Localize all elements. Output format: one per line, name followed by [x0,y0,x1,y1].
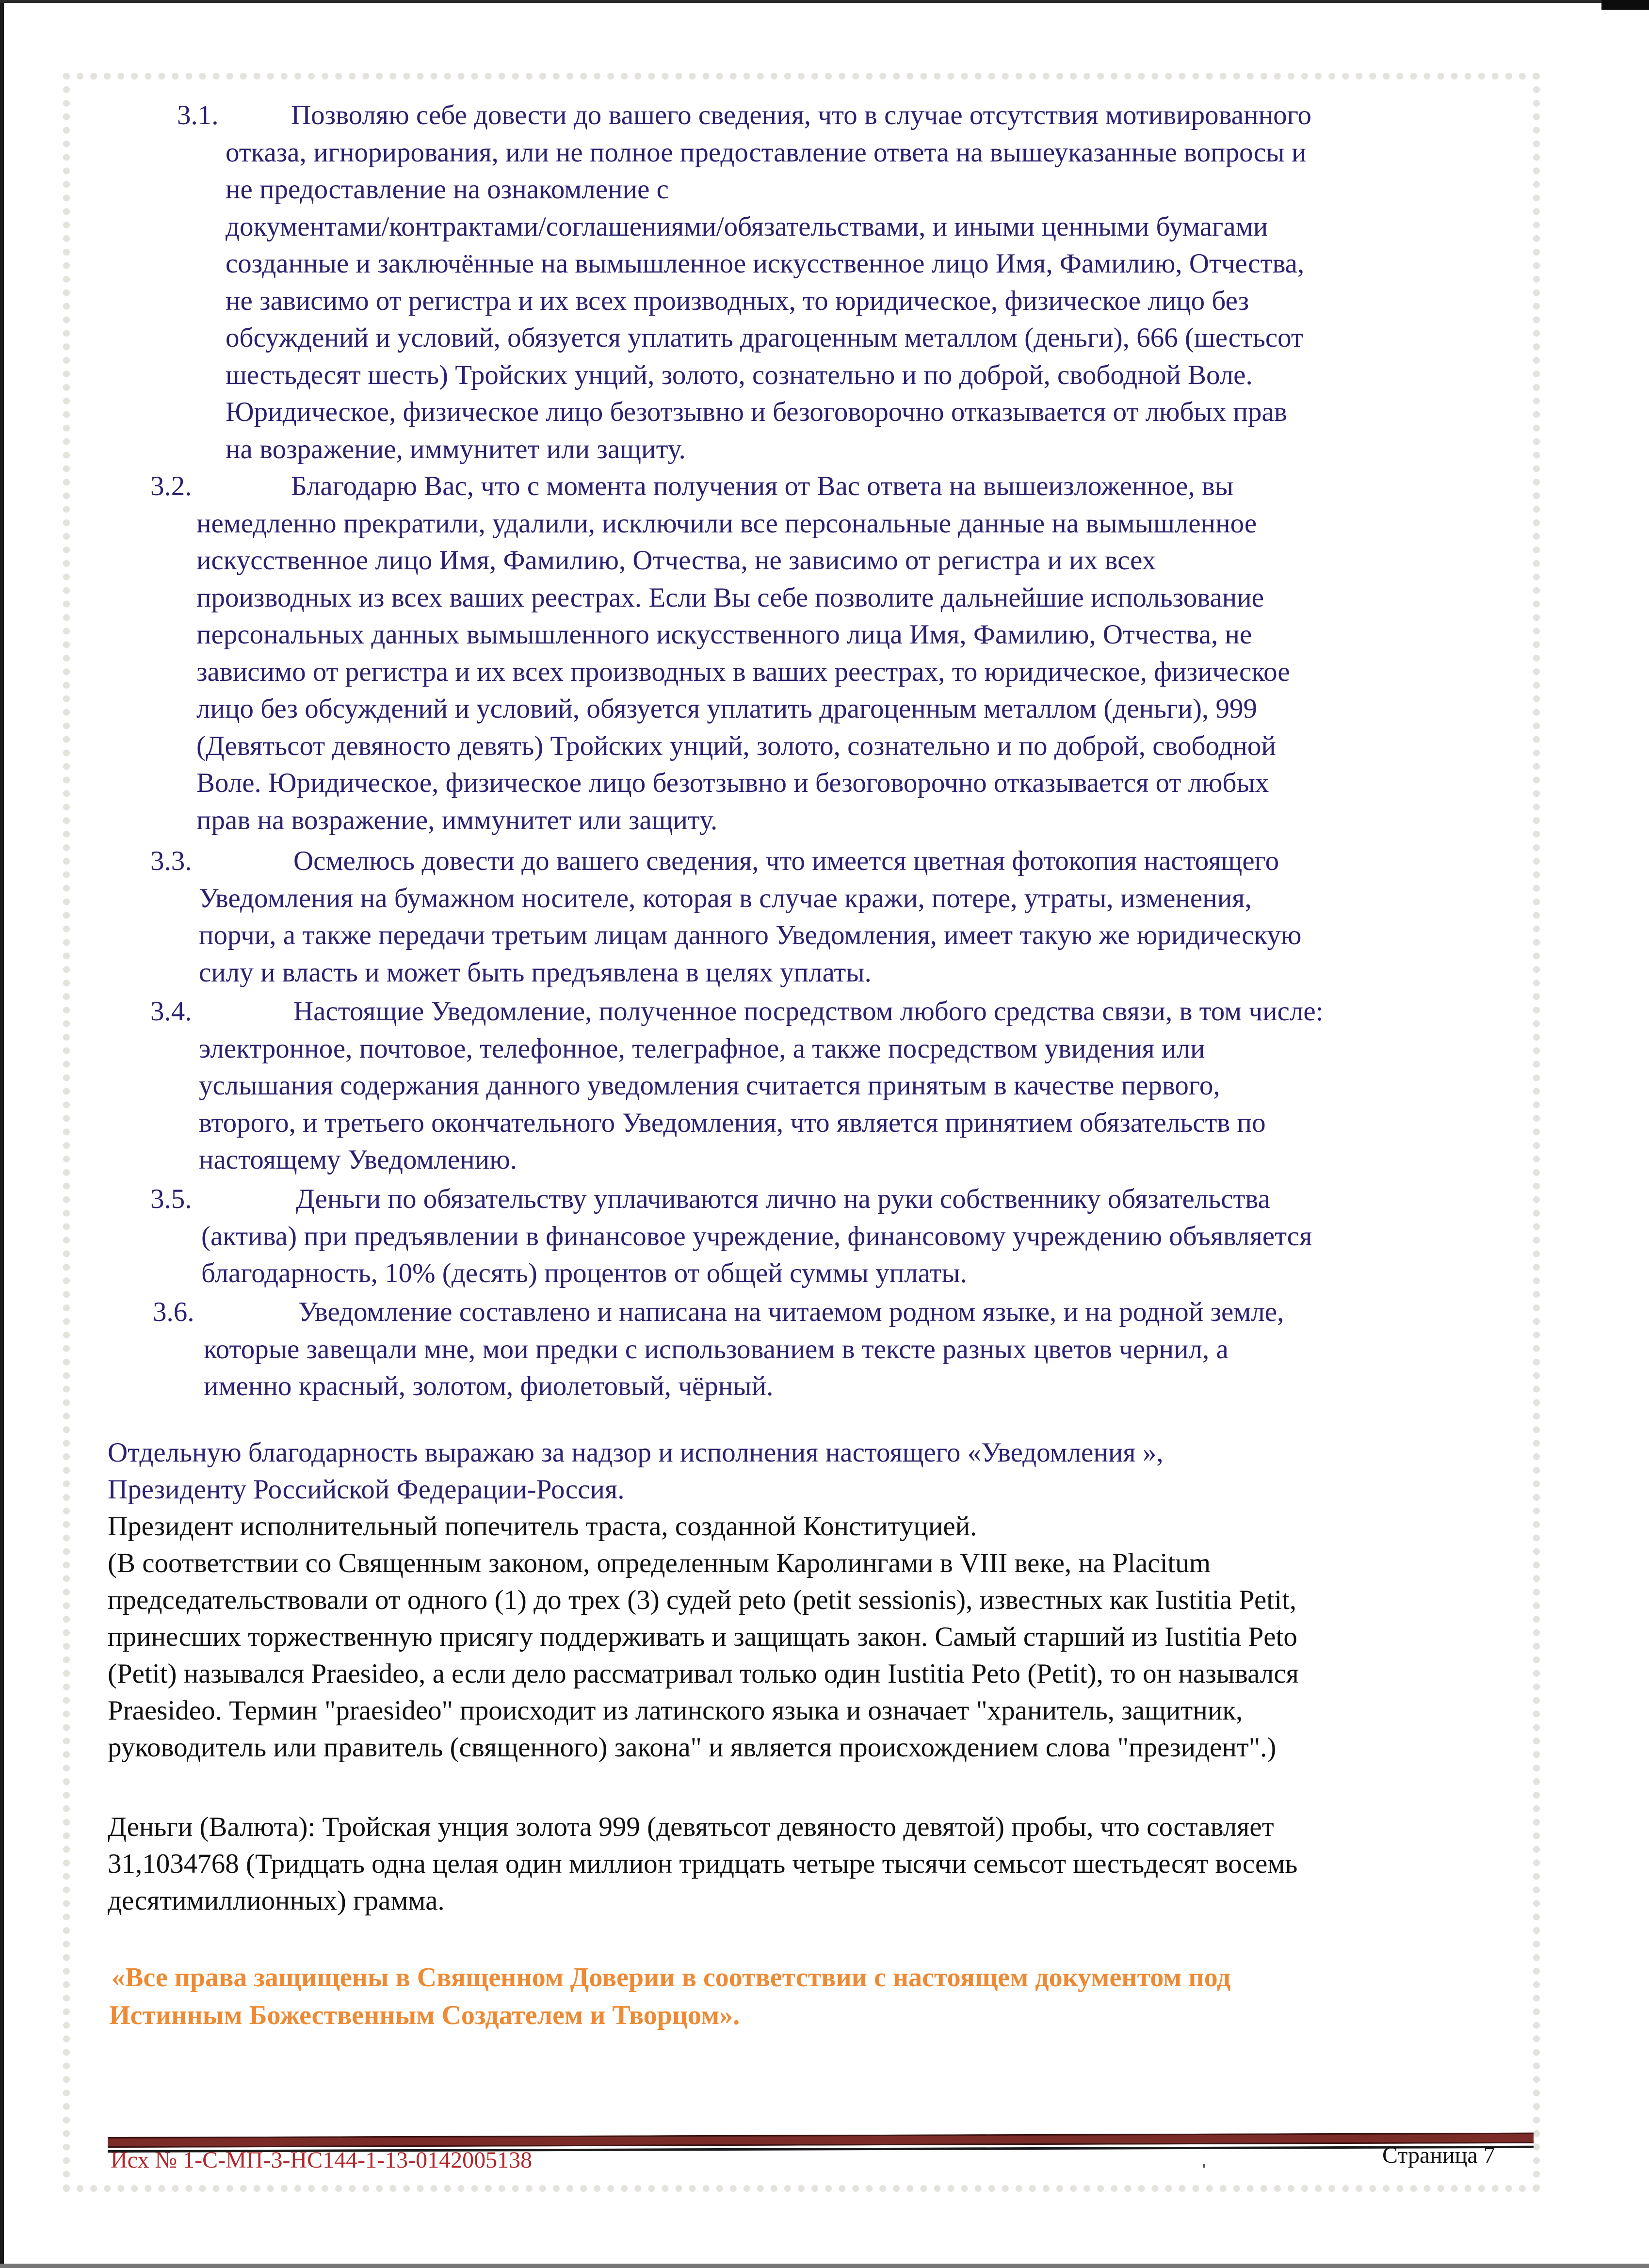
scan-speck [1203,2164,1205,2168]
gratitude-line: Президенту Российской Федерации-Россия. [108,1474,625,1505]
clause-line: зависимо от регистра и их всех производных в ваших реестрах, то юридическое, физическое [196,657,1290,687]
clause-line: именно красный, золотом, фиолетовый, чёрный. [204,1371,774,1401]
clause-line: Осмелюсь довести до вашего сведения, что имеется цветная фотокопия настоящего [293,846,1279,876]
currency-note-line: 31,1034768 (Тридцать одна целая один миллион тридцать четыре тысячи семьсот шестьдесят восемь [108,1849,1298,1879]
clause-line: благодарность, 10% (десять) процентов от общей суммы уплаты. [201,1258,967,1288]
gratitude-line: Отдельную благодарность выражаю за надзор и исполнения настоящего «Уведомления », [108,1437,1164,1468]
clause-line: лицо без обсуждений и условий, обязуется уплатить драгоценным металлом (деньги), 999 [196,693,1257,724]
clause-line: немедленно прекратили, удалили, исключили все персональные данные на вымышленное [196,508,1257,539]
scan-edge-left [0,0,4,2268]
president-note-line: Президент исполнительный попечитель траста, созданной Конституцией. [108,1511,977,1542]
clause-line: Уведомления на бумажном носителе, которая в случае кражи, потере, утраты, изменения, [199,883,1252,914]
clause-line: Деньги по обязательству уплачиваются лично на руки собственнику обязательства [296,1184,1270,1214]
president-note-line: принесших торжественную присягу поддерживать и защищать закон. Самый старший из Iustitia Peto [108,1622,1297,1652]
clause-line: (Девятьсот девяносто девять) Тройских унций, золото, сознательно и по доброй, свободной [196,731,1276,761]
clause-line: услышания содержания данного уведомления считается принятым в качестве первого, [199,1070,1220,1101]
clause-line: обсуждений и условий, обязуется уплатить драгоценным металлом (деньги), 666 (шестьсот [226,322,1303,353]
clause-line: созданные и заключённые на вымышленное искусственное лицо Имя, Фамилию, Отчества, [226,248,1305,279]
clause-number: 3.1. [177,100,219,130]
president-note-line: (В соответствии со Священным законом, определенным Каролингами в VIII веке, на Placitum [108,1548,1211,1578]
clause-number: 3.4. [150,996,192,1027]
clause-line: искусственное лицо Имя, Фамилию, Отчества, не зависимо от регистра и их всех [196,545,1156,576]
clause-line: шестьдесят шесть) Тройских унций, золото, сознательно и по доброй, свободной Воле. [226,360,1253,390]
clause-line: Юридическое, физическое лицо безотзывно и безоговорочно отказывается от любых прав [226,397,1287,427]
president-note-line: Praesideo. Термин "praesideo" происходит из латинского языка и означает "хранитель, защитник, [108,1695,1243,1726]
president-note-line: (Petit) назывался Praesideo, а если дело рассматривал только один Iustitia Peto (Petit), то он назывался [108,1658,1299,1689]
currency-note-line: Деньги (Валюта): Тройская унция золота 999 (девятьсот девяносто девятой) пробы, что составляет [108,1812,1274,1842]
scan-edge-bottom [0,2264,1649,2268]
clause-line: которые завещали мне, мои предки с использованием в тексте разных цветов чернил, а [204,1334,1229,1365]
president-note-line: председательствовали от одного (1) до трех (3) судей peto (petit sessionis), известных как Iustitia Petit, [108,1585,1297,1615]
scan-edge-top [0,0,1649,3]
clause-line: электронное, почтовое, телефонное, телеграфное, а также посредством увидения или [199,1033,1205,1064]
clause-line: документами/контрактами/соглашениями/обязательствами, и иными ценными бумагами [226,211,1268,242]
clause-number: 3.2. [150,471,192,501]
clause-line: настоящему Уведомлению. [199,1144,517,1175]
clause-line: порчи, а также передачи третьим лицам данного Уведомления, имеет такую же юридическую [199,920,1302,950]
clause-line: не предоставление на ознакомление с [226,174,669,205]
clause-line: (актива) при предъявлении в финансовое учреждение, финансовому учреждению объявляется [201,1221,1312,1252]
clause-line: прав на возражение, иммунитет или защиту. [196,805,718,836]
president-note-line: руководитель или правитель (священного) закона" и является происхождением слова "президент".) [108,1732,1277,1763]
clause-line: силу и власть и может быть предъявлена в целях уплаты. [199,957,872,988]
page-number: Страница 7 [1382,2142,1495,2168]
clause-line: Уведомление составлено и написана на читаемом родном языке, и на родной земле, [298,1297,1284,1327]
scan-edge-corner [1601,0,1649,10]
clause-number: 3.5. [150,1184,192,1214]
clause-line: на возражение, иммунитет или защиту. [226,434,686,465]
clause-line: отказа, игнорирования, или не полное предоставление ответа на вышеуказанные вопросы и [226,137,1307,168]
clause-line: Настоящие Уведомление, полученное посредством любого средства связи, в том числе: [293,996,1324,1027]
clause-line: не зависимо от регистра и их всех производных, то юридическое, физическое лицо без [226,286,1249,316]
clause-line: производных из всех ваших реестрах. Если Вы себе позволите дальнейшие использование [196,582,1264,613]
outgoing-reference-number: Исх № 1-С-МП-3-НС144-1-13-0142005138 [111,2147,533,2173]
clause-line: персональных данных вымышленного искусственного лица Имя, Фамилию, Отчества, не [196,619,1252,650]
clause-line: Воле. Юридическое, физическое лицо безотзывно и безоговорочно отказывается от любых [196,768,1269,798]
clause-line: Благодарю Вас, что с момента получения от Вас ответа на вышеизложенное, вы [291,471,1234,501]
clause-number: 3.6. [153,1297,194,1327]
clause-line: Позволяю себе довести до вашего сведения, что в случае отсутствия мотивированного [291,100,1312,130]
clause-line: второго, и третьего окончательного Уведомления, что является принятием обязательств по [199,1108,1266,1138]
clause-number: 3.3. [150,846,192,876]
currency-note-line: десятимиллионных) грамма. [108,1885,445,1916]
rights-statement-line: Истинным Божественным Создателем и Творцом». [109,2000,740,2030]
rights-statement-line: «Все права защищены в Священном Доверии в соответствии с настоящем документом под [112,1962,1231,1993]
